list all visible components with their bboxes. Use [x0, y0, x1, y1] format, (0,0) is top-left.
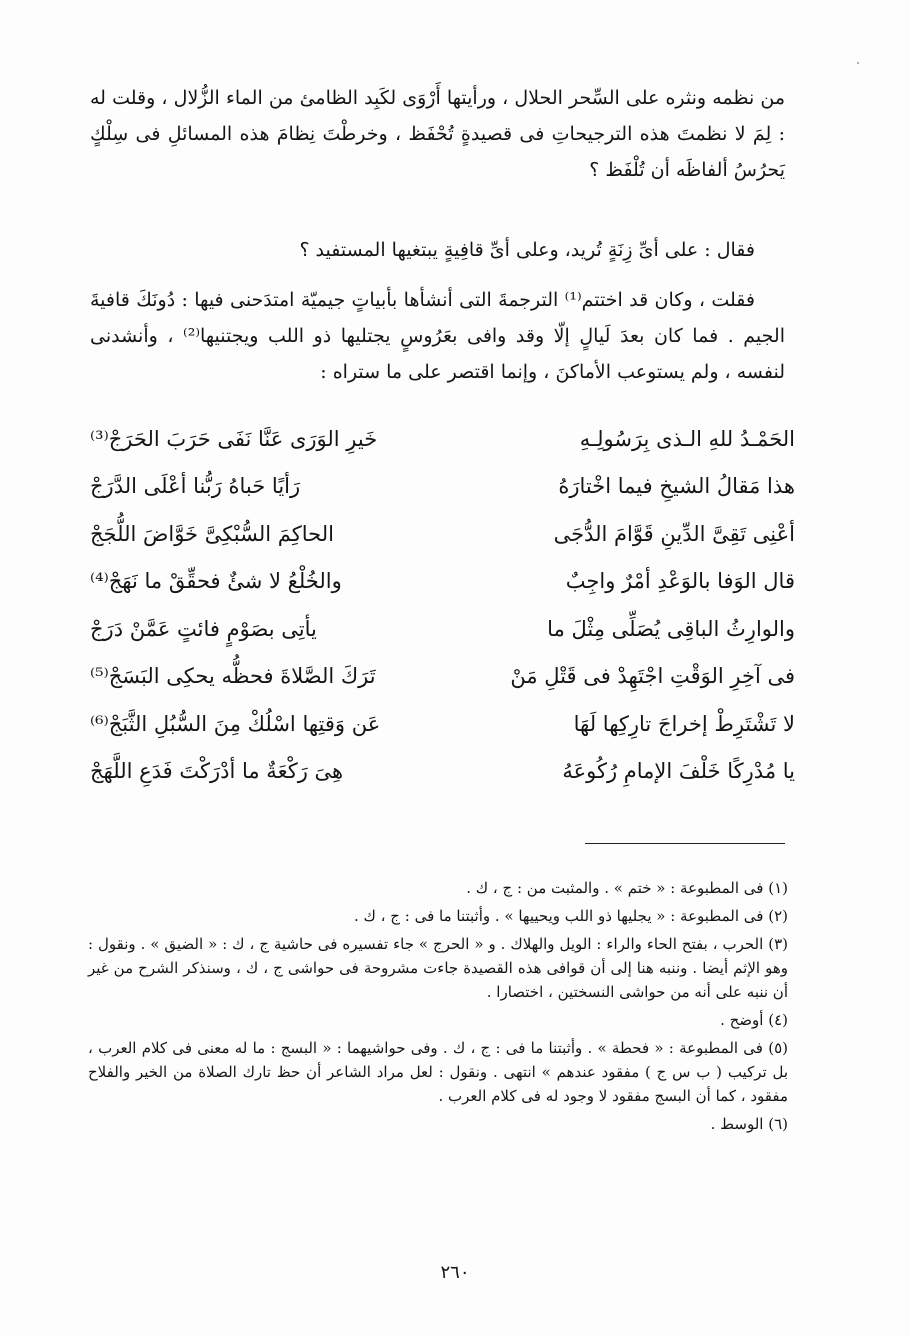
footnote-5: (٥) فى المطبوعة : « فحطة » . وأثبتنا ما فى : ج ، ك . وفى حواشيهما : « البسج : ما له معنى فى كلام العرب ، بل تركيب ( ب س ج ) مفقود عندهم » انتهى . ونقول : لعل مراد الشاعر أن حظ تارك الصلاة من الخير والفلاح مفقود ، كما أن البسج مفقود لا وجود له فى كلام العرب . — [88, 1039, 789, 1105]
verse-second-hemistich: هِىَ رَكْعَةٌ ما أدْرَكْتَ فَدَعِ اللَّهَجْ — [90, 759, 344, 784]
verse-second-hemistich: الحاكِمَ السُّبْكِىَّ خَوَّاضَ اللُّجَجْ — [90, 521, 334, 546]
body-paragraph-2: فقال : على أىِّ زِنَةٍ تُريد، وعلى أىِّ قافِيةٍ يبتغيها المستفيد ؟ — [299, 239, 755, 261]
verse-first-hemistich: هذا مَقالُ الشيخِ فيما اخْتارَهُ — [558, 474, 795, 499]
verse-3 — [90, 510, 795, 558]
verse-second-hemistich: عَن وَقتِها اسْلُكْ مِنَ السُّبُلِ الثَّبَجْ⁽⁶⁾ — [90, 711, 381, 736]
verse-8 — [90, 748, 795, 796]
verse-second-hemistich: رَأيًا حَباهُ رَبُّنا أعْلَى الدَّرَجْ — [90, 474, 301, 499]
verse-2 — [90, 463, 795, 511]
footnote-6: (٦) الوسط . — [710, 1115, 788, 1133]
verse-first-hemistich: والوارِثُ الباقِى يُصَلِّى مِثْلَ ما — [547, 616, 795, 641]
footnote-3: (٣) الحرب ، بفتح الحاء والراء : الويل والهلاك . و « الحرج » جاء تفسيره فى حاشية ج ، ك : « الضيق » . ونقول : وهو الإثم أيضا . وننبه هنا إلى أن قوافى هذه القصيدة جاءت مشروحة فى حواشى ج ، ك ، وسنذكر الشرح من غير أن ننبه على أنه من حواشى النسختين ، اختصارا . — [88, 935, 788, 1001]
page-number: ٢٦٠ — [440, 1262, 470, 1283]
footnote-2: (٢) فى المطبوعة : « يجليها ذو اللب ويحييها » . وأثبتنا ما فى : ج ، ك . — [354, 907, 788, 925]
footnotes — [88, 876, 788, 1140]
verse-first-hemistich: أعْنِى تَقِىَّ الدِّينِ قَوَّامَ الدُّجَى — [553, 521, 795, 546]
verse-second-hemistich: خَيرِ الوَرَى عَنَّا نَفَى حَرَبَ الحَرَجْ⁽³⁾ — [90, 426, 378, 451]
verse-first-hemistich: يا مُدْرِكًا خَلْفَ الإمامِ رُكُوعَهُ — [562, 759, 795, 784]
verse-5 — [90, 605, 795, 653]
verse-second-hemistich: يأتِى بصَوْمٍ فائتٍ عَمَّنْ دَرَجْ — [90, 616, 317, 641]
verse-first-hemistich: الحَمْـدُ للهِ الـذى بِرَسُولِـهِ — [579, 426, 795, 451]
verse-first-hemistich: لا تَشْتَرِطْ إخراجَ تارِكِها لَهَا — [573, 711, 795, 736]
verse-first-hemistich: قال الوَفا بالوَعْدِ أمْرٌ واجِبٌ — [565, 569, 795, 594]
poem — [90, 415, 795, 795]
footnote-4: (٤) أوضح . — [720, 1011, 788, 1029]
body-paragraph-1: من نظمه ونثره على السِّحر الحلال ، ورأيتها أَرْوَى لكَبِد الظامئ من الماء الزُّلال ، وقلت له : لِمَ لا نظمتَ هذه الترجيحاتِ فى قصيدةٍ تُحْفَظ ، وخرطْتَ نِظامَ هذه المسائلِ فى سِلْكٍ يَحرُسُ ألفاظَه أن تُلْفَظ ؟ — [90, 87, 785, 181]
verse-second-hemistich: تَرَكَ الصَّلاةَ فحظُّه يحكِى البَسَجْ⁽⁵⁾ — [90, 664, 376, 689]
verse-first-hemistich: فى آخِرِ الوَقْتِ اجْتَهِدْ فى قَتْلِ مَنْ — [510, 664, 795, 689]
body-paragraph-3: فقلت ، وكان قد اختتم⁽¹⁾ الترجمةَ التى أنشأها بأبياتٍ جيميّة امتدَحنى فيها : دُونَكَ قافيةَ الجيم . فما كان بعدَ لَيالٍ إلّا وقد وافى بعَرُوسٍ يجتليها ذو اللب ويجتنيها⁽²⁾ ، وأنشدنى لنفسه ، ولم يستوعب الأماكنَ ، وإنما اقتصر على ما ستراه : — [90, 289, 785, 383]
verse-4 — [90, 558, 795, 606]
verse-1 — [90, 415, 795, 463]
verse-6 — [90, 653, 795, 701]
scan-speck — [857, 62, 859, 64]
footnote-separator — [585, 843, 785, 844]
footnote-1: (١) فى المطبوعة : « ختم » . والمثبت من : ج ، ك . — [466, 879, 788, 897]
verse-second-hemistich: والخُلْعُ لا شئٌ فحقِّقْ ما نَهَجْ⁽⁴⁾ — [90, 569, 342, 594]
verse-7 — [90, 700, 795, 748]
